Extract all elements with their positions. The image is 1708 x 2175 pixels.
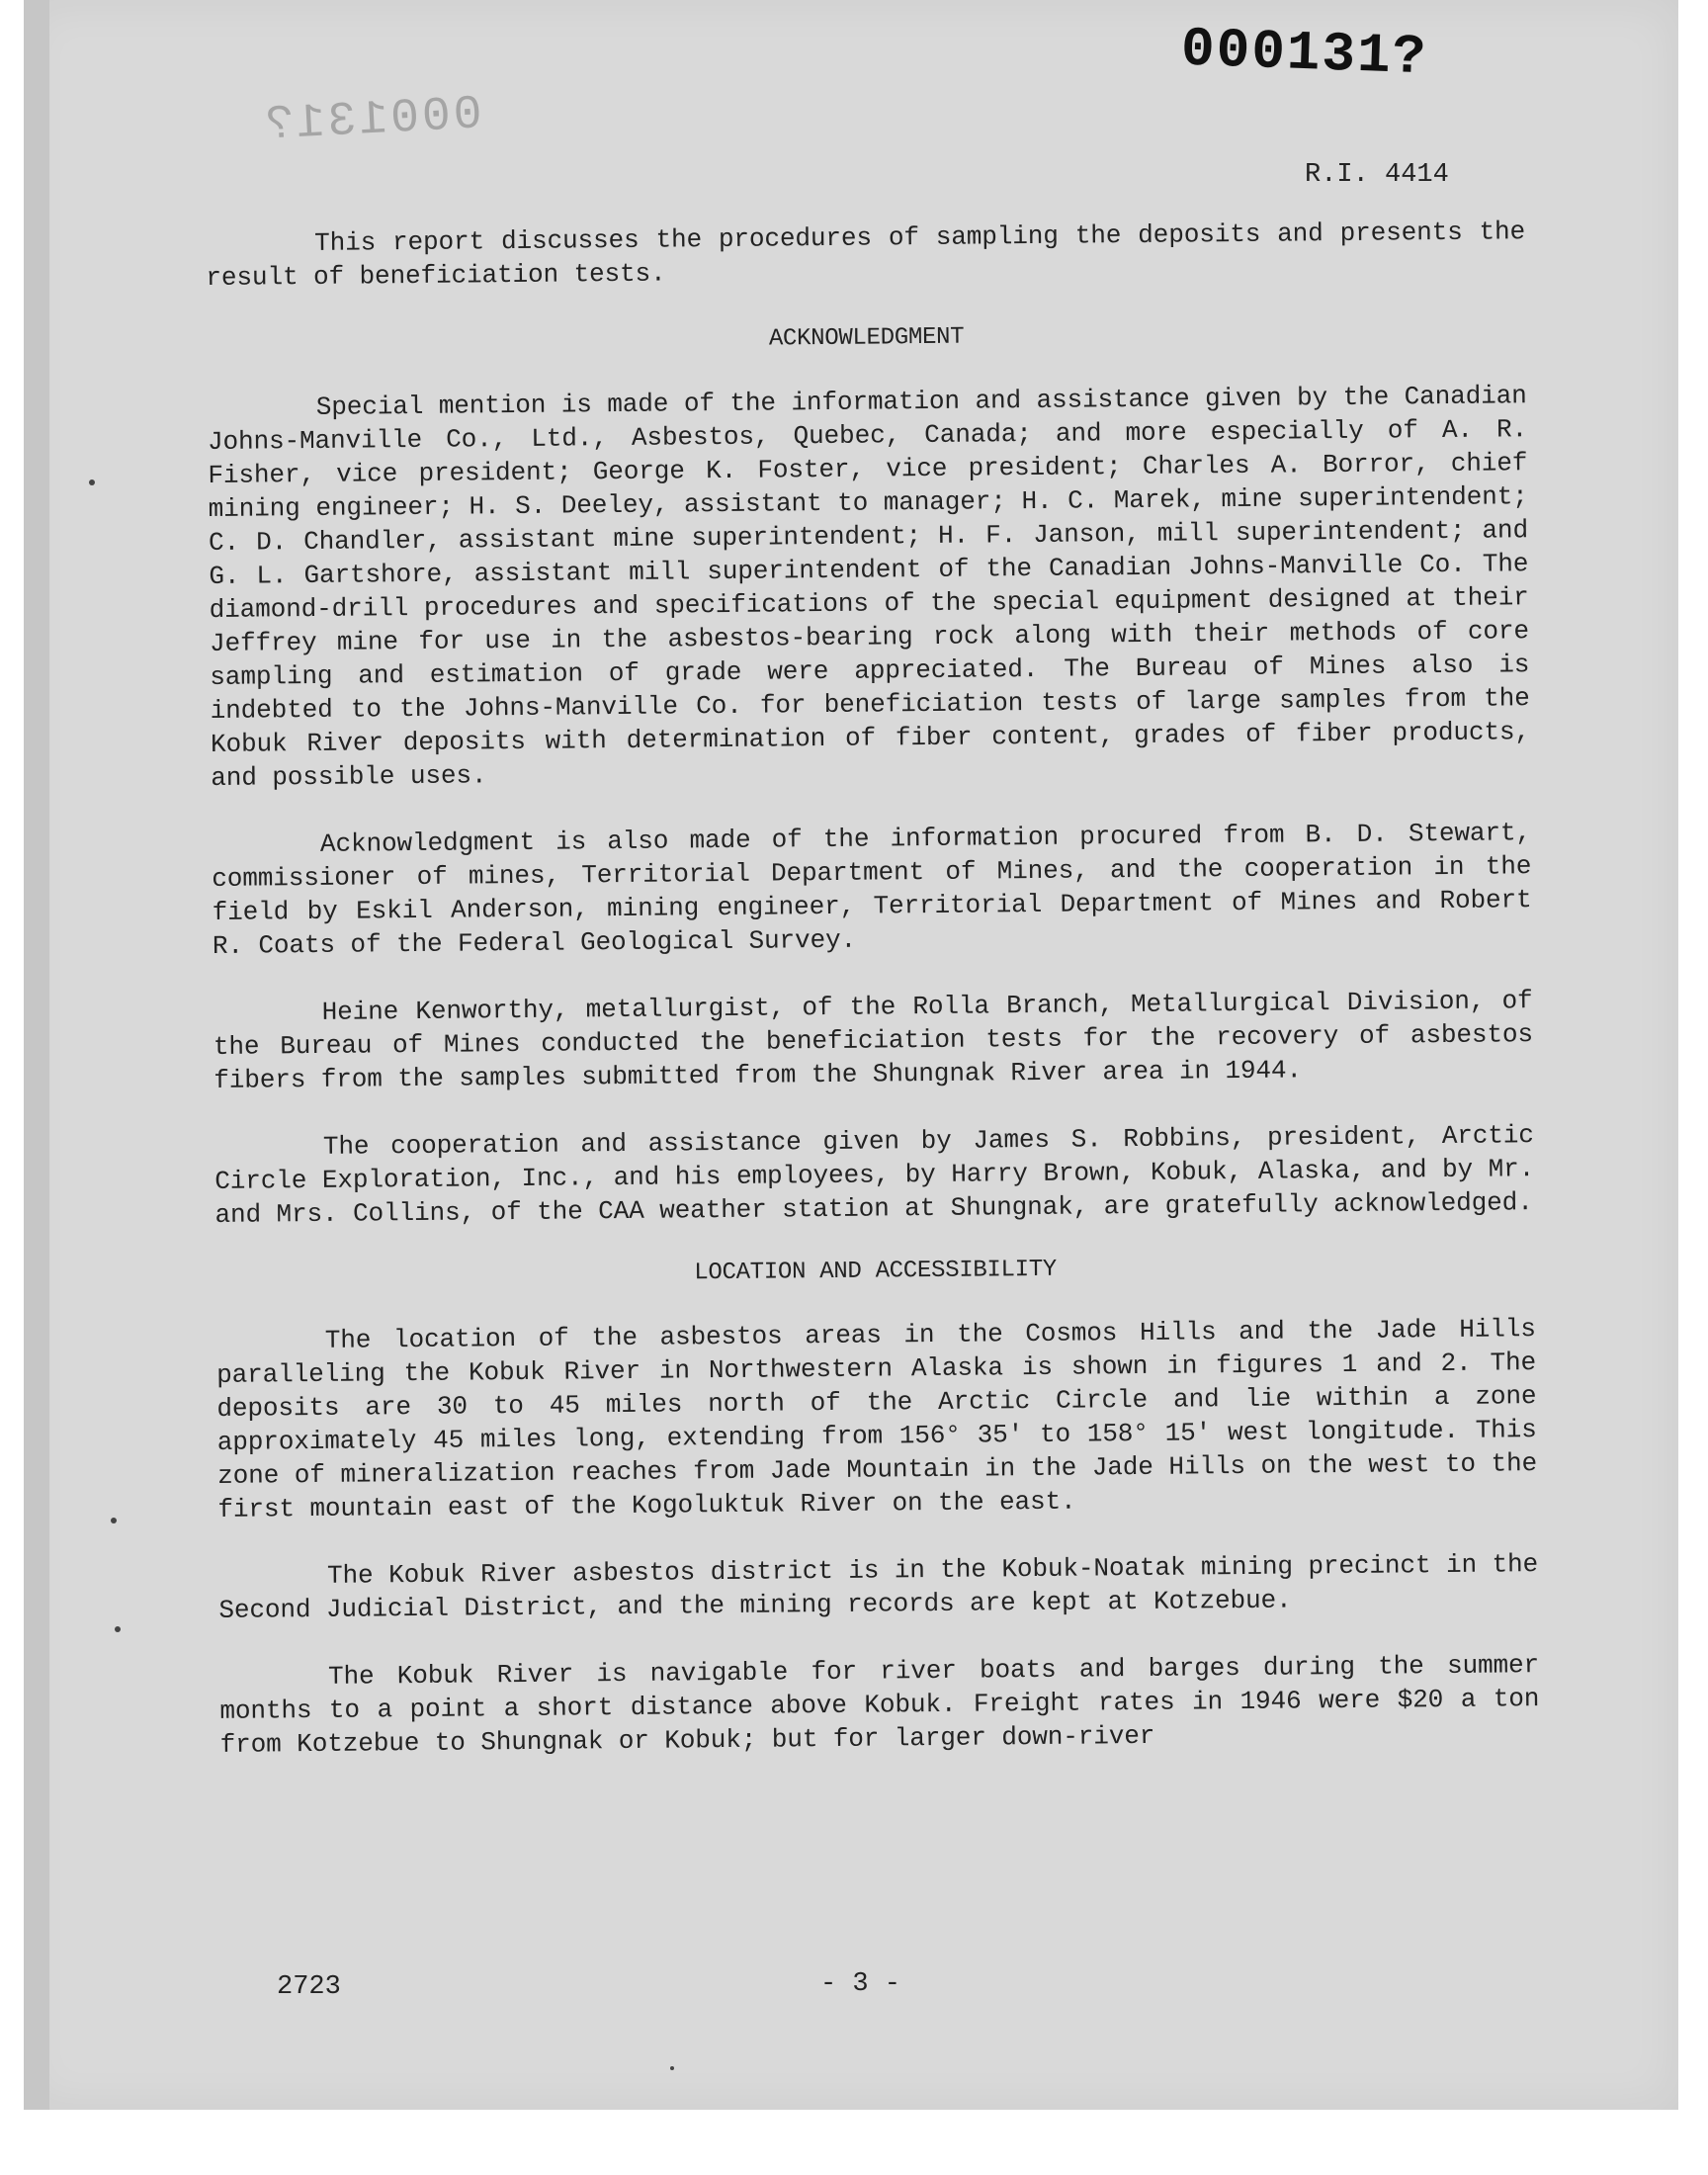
location-heading: LOCATION AND ACCESSIBILITY xyxy=(694,1256,1058,1287)
stamp-number: 000131? xyxy=(1179,17,1429,90)
location-paragraph: The Kobuk River asbestos district is in the Kobuk-Noatak mining precinct in the Second Judicial District, and the mining records are kept at Kotzebue. xyxy=(218,1549,1539,1625)
scan-edge-shadow xyxy=(24,0,49,2110)
stamp-bleedthrough: 000131? xyxy=(260,88,483,153)
acknowledgment-paragraph: Acknowledgment is also made of the information procured from B. D. Stewart, commissioner of mines, Territorial Department of Mines, and the cooperation in the field by Eskil Anderson, mining engineer, Territorial Department of Mines and Robert R. Coats of the Federal Geological Survey. xyxy=(212,818,1532,961)
scan-speck xyxy=(111,1518,117,1523)
intro-paragraph: This report discusses the procedures of sampling the deposits and presents the result of beneficiation tests. xyxy=(206,217,1526,293)
scan-speck xyxy=(89,479,95,485)
document-body xyxy=(206,215,1540,1795)
scan-speck xyxy=(115,1626,121,1632)
page-number: - 3 - xyxy=(820,1969,901,1999)
document-number: 2723 xyxy=(277,1972,341,2002)
location-paragraph: The Kobuk River is navigable for river boats and barges during the summer months to a point a short distance above Kobuk. Freight rates in 1946 were $20 a ton from Kotzebue to Shungnak or Kobuk; but for larger down-river xyxy=(219,1650,1540,1760)
report-id: R.I. 4414 xyxy=(1305,160,1449,190)
acknowledgment-paragraph: Special mention is made of the information and assistance given by the Canadian Johns-Manville Co., Ltd., Asbestos, Quebec, Canada; and more especially of A. R. Fisher, vice president; George K. Foster, vice president; Charles A. Borror, chief mining engineer; H. S. Deeley, assistant to manager; H. C. Marek, mine superintendent; C. D. Chandler, assistant mine superintendent; H. F. Janson, mill superintendent; and G. L. Gartshore, assistant mill superintendent of the Canadian Johns-Manville Co. The diamond-drill procedures and specifications of the special equipment designed at their Jeffrey mine for use in the asbestos-bearing rock along with their methods of core sampling and estimation of grade were appreciated. The Bureau of Mines also is indebted to the Johns-Manville Co. for beneficiation tests of large samples from the Kobuk River deposits with determination of fiber content, grades of fiber products, and possible uses. xyxy=(207,381,1531,793)
location-paragraph: The location of the asbestos areas in the Cosmos Hills and the Jade Hills paralleling the Kobuk River in Northwestern Alaska is shown in figures 1 and 2. The deposits are 30 to 45 miles north of the Arctic Circle and lie within a zone approximately 45 miles long, extending from 156° 35' to 158° 15' west longitude. This zone of mineralization reaches from Jade Mountain in the Jade Hills on the west to the first mountain east of the Kogoluktuk River on the east. xyxy=(216,1314,1538,1524)
acknowledgment-paragraph: The cooperation and assistance given by James S. Robbins, president, Arctic Circle Exploration, Inc., and his employees, by Harry Brown, Kobuk, Alaska, and by Mr. and Mrs. Collins, of the CAA weather station at Shungnak, are gratefully acknowledged. xyxy=(214,1120,1535,1230)
scan-speck xyxy=(670,2066,674,2070)
acknowledgment-paragraph: Heine Kenworthy, metallurgist, of the Rolla Branch, Metallurgical Division, of the Bureau of Mines conducted the beneficiation tests for the recovery of asbestos fibers from the samples submitted from the Shungnak River area in 1944. xyxy=(213,986,1534,1095)
acknowledgment-heading: ACKNOWLEDGMENT xyxy=(768,323,965,353)
